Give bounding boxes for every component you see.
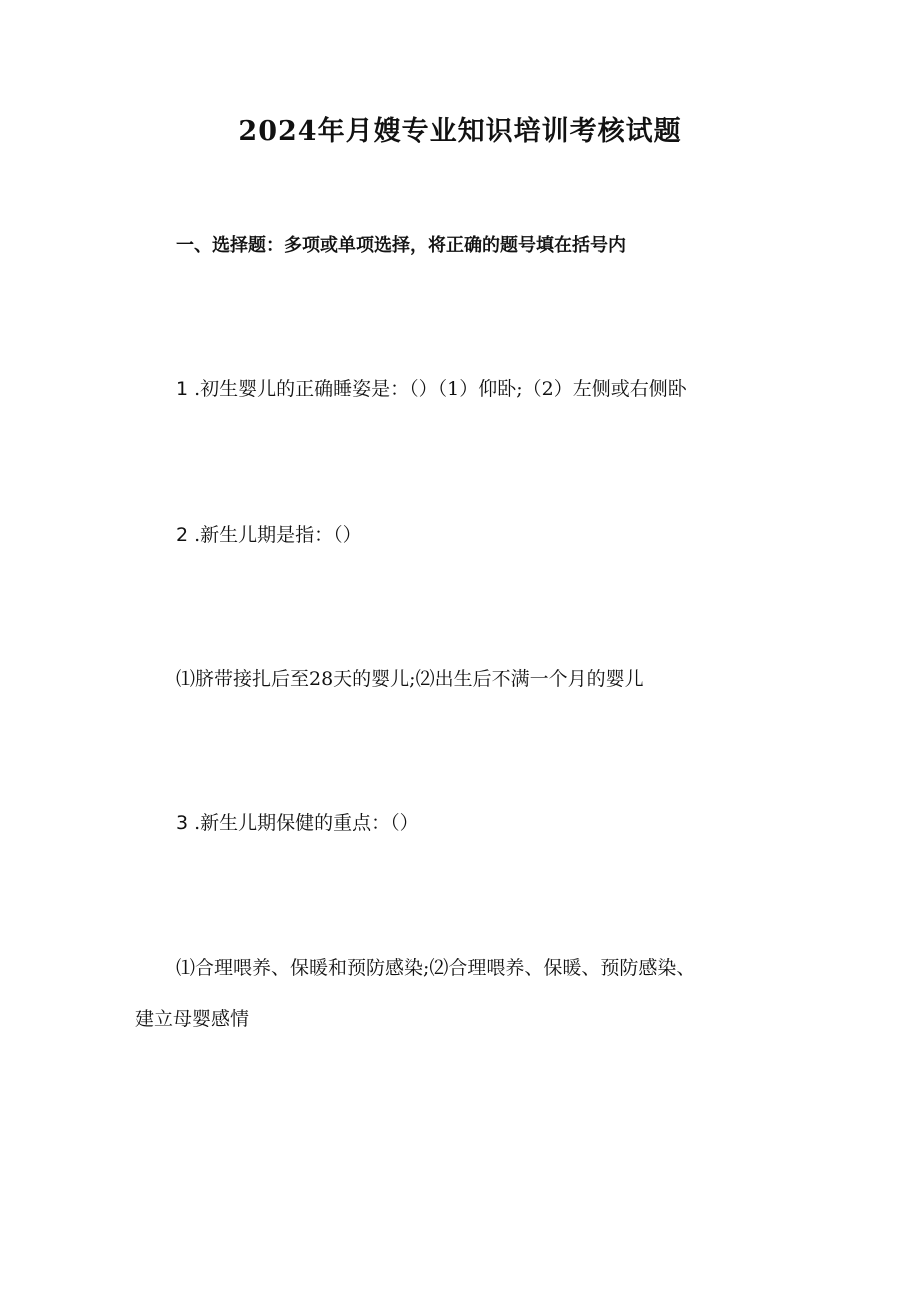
question-number: 2 [176,524,189,546]
question-2 [176,520,362,550]
question-3-options-continued: 建立母婴感情 [135,1008,250,1030]
question-3-options: ⑴合理喂养、保暖和预防感染;⑵合理喂养、保暖、预防感染、 [176,957,696,979]
question-number: 1 [176,378,189,400]
question-number: 3 [176,812,189,834]
document-title: 2024年月嫂专业知识培训考核试题 [238,116,682,147]
question-text: .初生婴儿的正确睡姿是：（）（1）仰卧;（2）左侧或右侧卧 [194,378,687,400]
question-3 [176,808,419,838]
question-text: .新生儿期是指：（） [194,524,362,546]
section-heading: 一、选择题：多项或单项选择，将正确的题号填在括号内 [176,235,626,256]
question-text: .新生儿期保健的重点：（） [194,812,419,834]
question-1 [176,374,687,404]
question-2-options: ⑴脐带接扎后至28天的婴儿;⑵出生后不满一个月的婴儿 [176,668,644,690]
